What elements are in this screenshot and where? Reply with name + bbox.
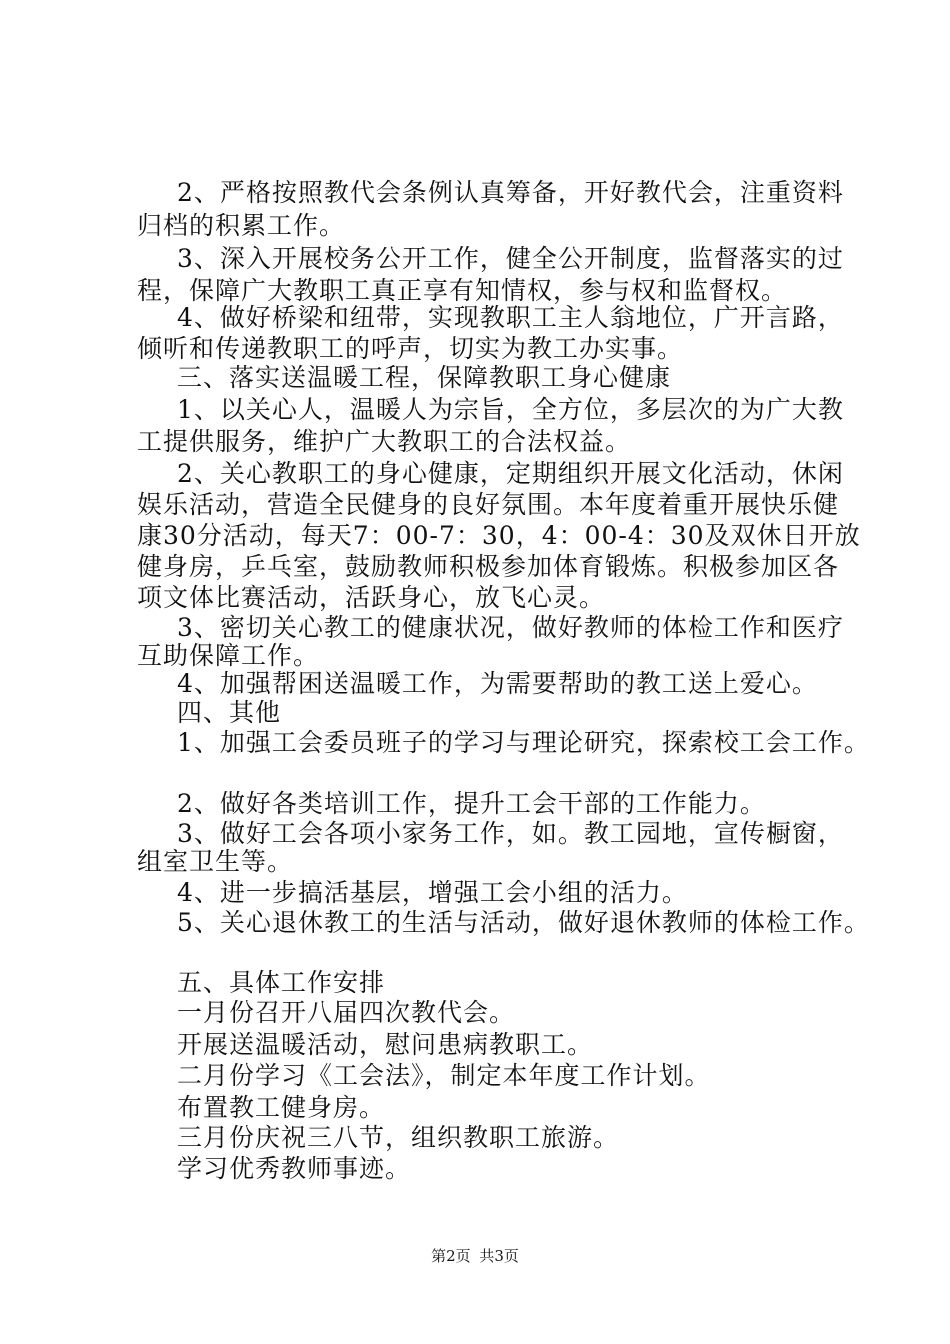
- text-line: 2、严格按照教代会条例认真筹备，开好教代会，注重资料: [177, 178, 844, 207]
- text-line: 康30分活动，每天7：00-7：30，4：00-4：30及双休日开放: [137, 521, 861, 550]
- text-line: 三月份庆祝三八节，组织教职工旅游。: [177, 1123, 620, 1152]
- text-line: 健身房，乒乓室，鼓励教师积极参加体育锻炼。积极参加区各: [137, 552, 840, 581]
- text-line: 项文体比赛活动，活跃身心，放飞心灵。: [137, 583, 606, 612]
- text-line: 3、密切关心教工的健康状况，做好教师的体检工作和医疗: [177, 613, 844, 642]
- text-line: 1、加强工会委员班子的学习与理论研究，探索校工会工作。: [177, 728, 870, 757]
- text-line: 归档的积累工作。: [137, 211, 346, 240]
- page-footer: [0, 1246, 950, 1266]
- text-line: 学习优秀教师事迹。: [177, 1154, 412, 1183]
- text-line: 一月份召开八届四次教代会。: [177, 998, 516, 1027]
- text-line: 二月份学习《工会法》，制定本年度工作计划。: [177, 1061, 711, 1090]
- text-line: 4、进一步搞活基层，增强工会小组的活力。: [177, 878, 688, 907]
- section-heading: 五、具体工作安排: [177, 968, 386, 997]
- text-line: 组室卫生等。: [137, 847, 294, 876]
- text-line: 娱乐活动，营造全民健身的良好氛围。本年度着重开展快乐健: [137, 490, 840, 519]
- page-number: 第2页: [431, 1247, 471, 1265]
- text-line: 互助保障工作。: [137, 641, 320, 670]
- text-line: 开展送温暖活动，慰问患病教职工。: [177, 1030, 594, 1059]
- text-line: 3、深入开展校务公开工作，健全公开制度，监督落实的过: [177, 244, 844, 273]
- text-line: 2、关心教职工的身心健康，定期组织开展文化活动，休闲: [177, 459, 844, 488]
- text-line: 程，保障广大教职工真正享有知情权，参与权和监督权。: [137, 276, 788, 305]
- text-line: 布置教工健身房。: [177, 1093, 386, 1122]
- text-line: 2、做好各类培训工作，提升工会干部的工作能力。: [177, 789, 766, 818]
- text-line: 1、以关心人，温暖人为宗旨，全方位，多层次的为广大教: [177, 395, 844, 424]
- text-line: 3、做好工会各项小家务工作，如。教工园地，宣传橱窗，: [177, 819, 844, 848]
- text-line: 4、加强帮困送温暖工作，为需要帮助的教工送上爱心。: [177, 669, 818, 698]
- text-line: 4、做好桥梁和纽带，实现教职工主人翁地位，广开言路，: [177, 303, 844, 332]
- page-total: 共3页: [479, 1247, 519, 1265]
- text-line: 5、关心退休教工的生活与活动，做好退休教师的体检工作。: [177, 908, 870, 937]
- section-heading: 三、落实送温暖工程，保障教职工身心健康: [177, 363, 672, 392]
- text-line: 倾听和传递教职工的呼声，切实为教工办实事。: [137, 334, 684, 363]
- text-line: 工提供服务，维护广大教职工的合法权益。: [137, 427, 632, 456]
- section-heading: 四、其他: [177, 698, 282, 727]
